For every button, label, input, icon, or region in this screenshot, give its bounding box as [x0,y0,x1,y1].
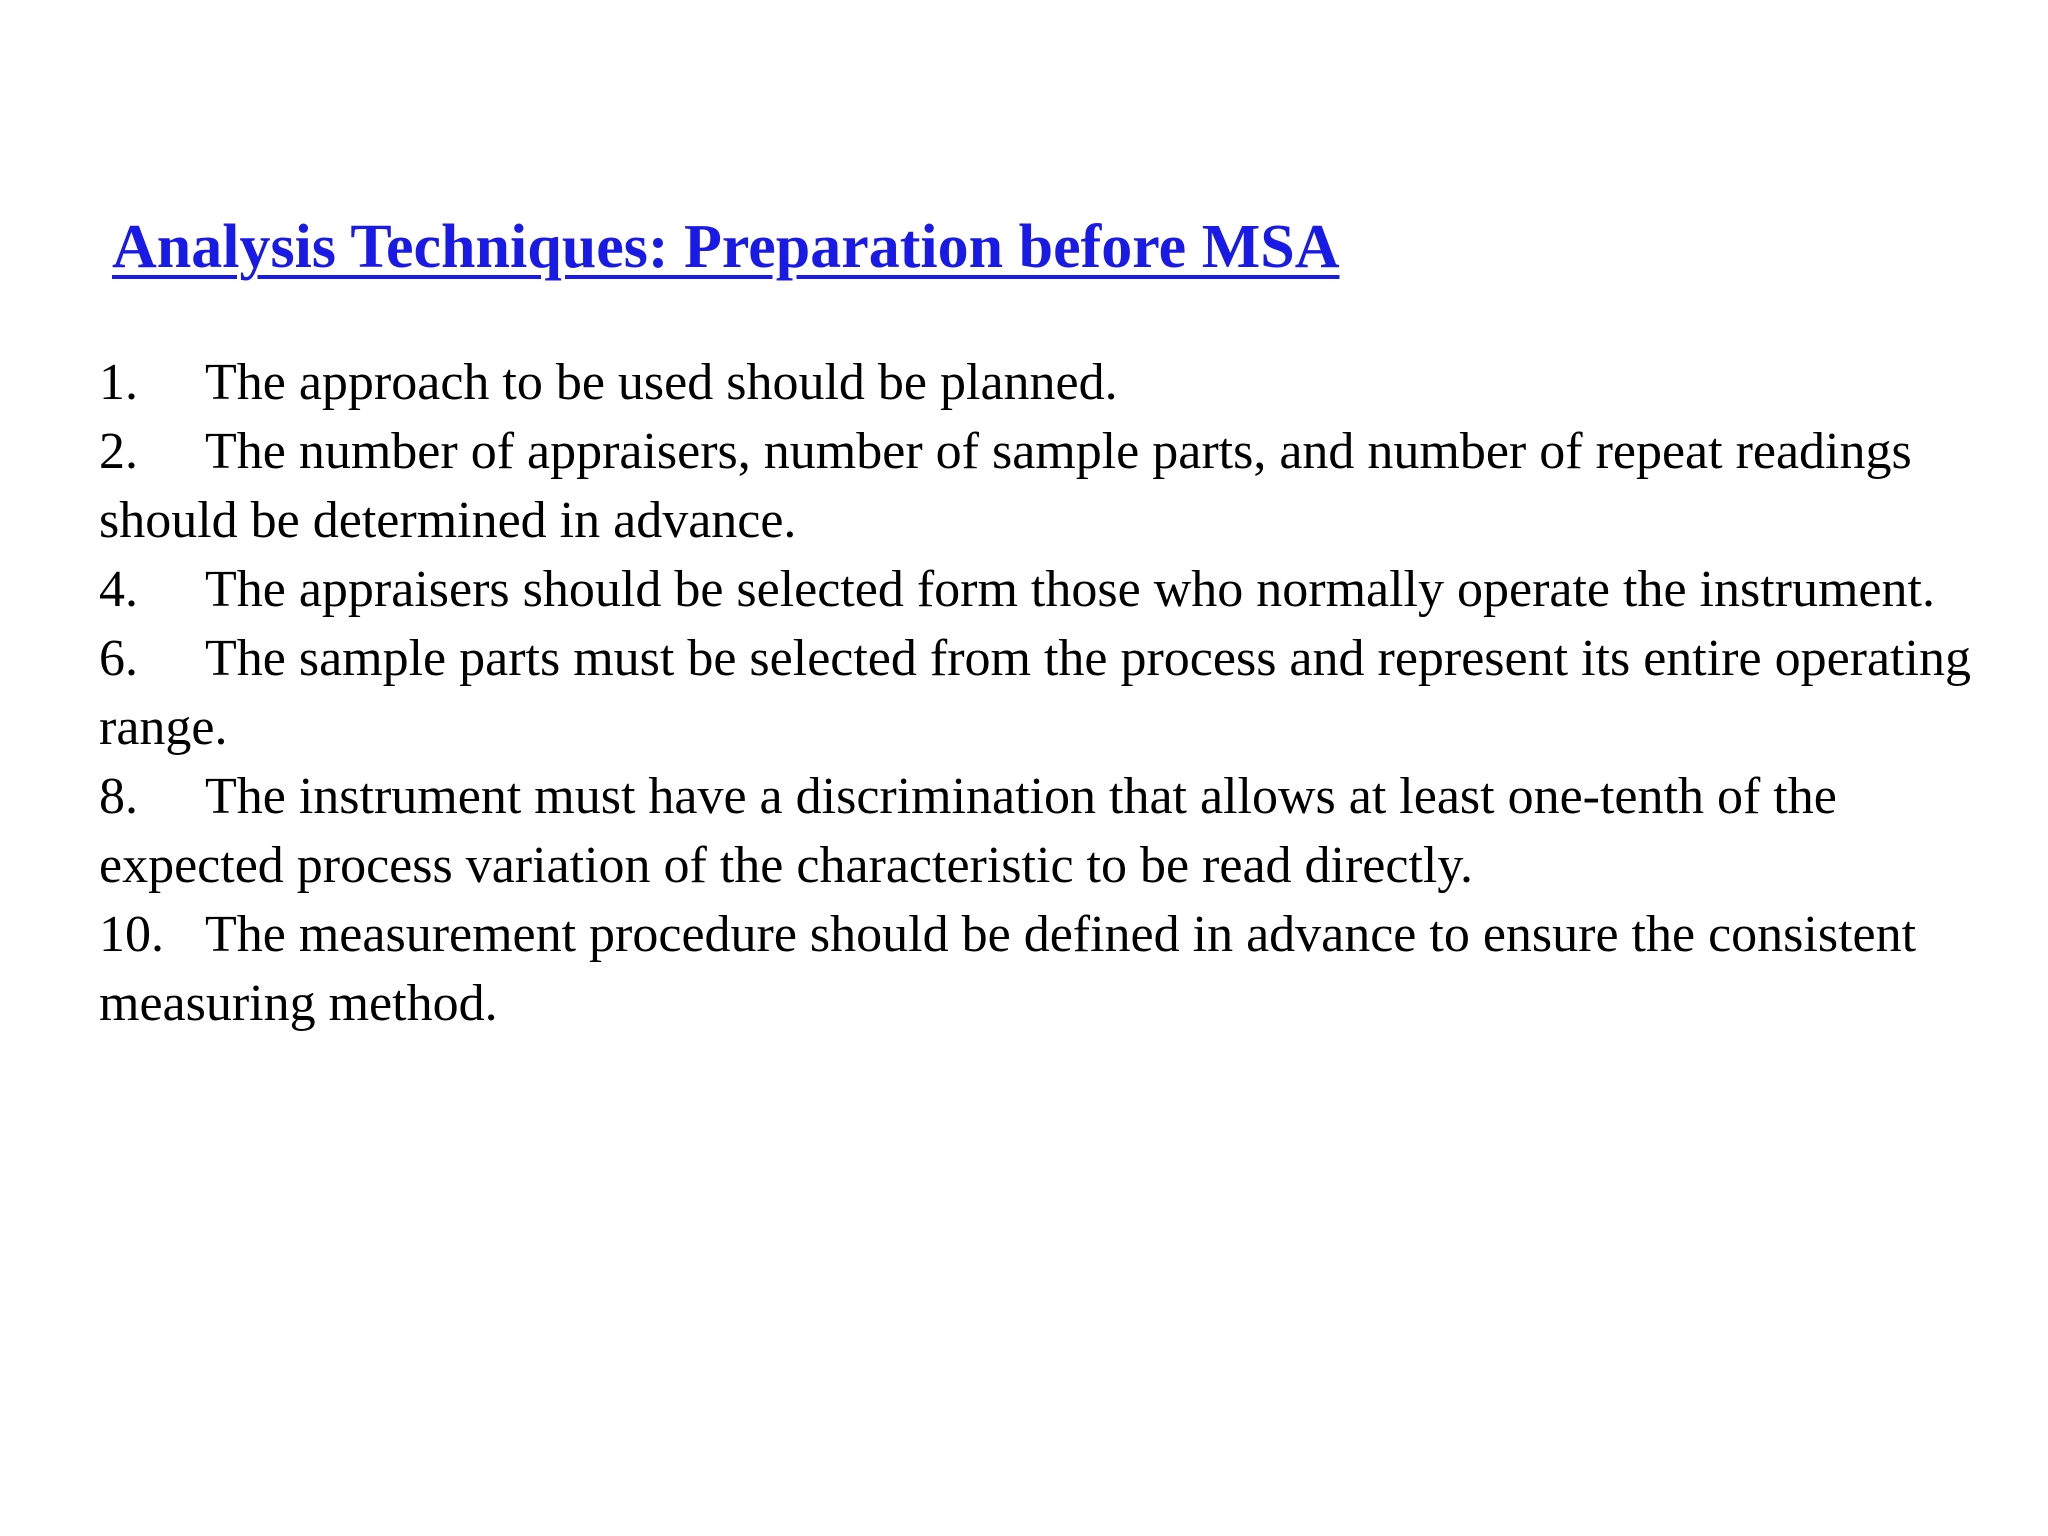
list-item-number: 1. [99,354,138,411]
list-item-number: 2. [99,423,138,480]
list-item-text: The number of appraisers, number of sample parts, and number of repeat readings should be determined in advance. [99,423,1912,549]
list-item-text: The sample parts must be selected from the process and represent its entire operating range. [99,630,1971,756]
list-item-number: 8. [99,768,138,825]
list-item [99,900,1979,1038]
list-item-number: 4. [99,561,138,618]
list-item-text: The appraisers should be selected form those who normally operate the instrument. [205,561,1935,618]
list-item [99,417,1979,555]
preparation-list [99,348,1979,1038]
list-item-text: The approach to be used should be planned. [205,354,1118,411]
slide-title: Analysis Techniques: Preparation before MSA [112,213,1340,281]
list-item [99,348,1979,417]
list-item-text: The measurement procedure should be defined in advance to ensure the consistent measuring method. [99,906,1917,1032]
list-item-text: The instrument must have a discrimination that allows at least one-tenth of the expected process variation of the characteristic to be read directly. [99,768,1837,894]
list-item-number: 6. [99,630,138,687]
list-item-number: 10. [99,906,164,963]
list-item [99,624,1979,762]
list-item [99,555,1979,624]
list-item [99,762,1979,900]
